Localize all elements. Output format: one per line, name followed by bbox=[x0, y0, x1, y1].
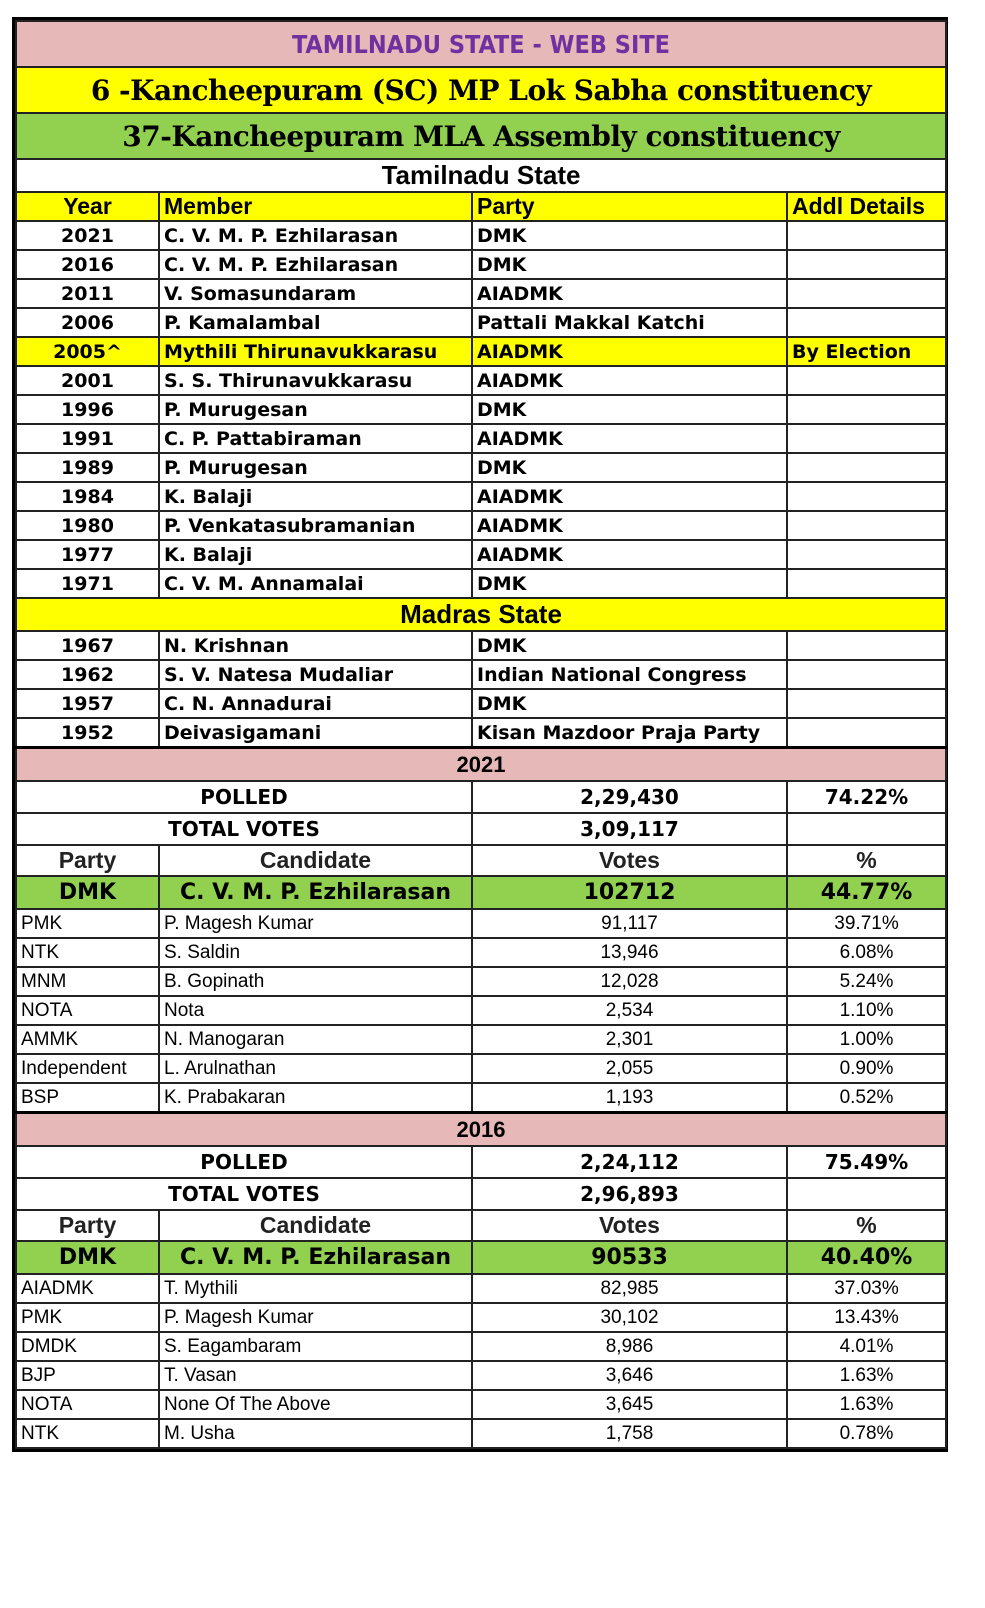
total-votes-row bbox=[16, 1178, 946, 1210]
member-row bbox=[16, 689, 946, 718]
member-details bbox=[787, 511, 946, 540]
candidate-percent: 13.43% bbox=[787, 1303, 946, 1332]
total-votes-value: 2,96,893 bbox=[472, 1178, 787, 1210]
member-name: P. Murugesan bbox=[159, 453, 472, 482]
candidate-name: K. Prabakaran bbox=[159, 1083, 472, 1113]
member-year: 2005^ bbox=[16, 337, 159, 366]
members-header-row bbox=[16, 192, 946, 221]
total-votes-label: TOTAL VOTES bbox=[16, 813, 472, 845]
candidate-name: L. Arulnathan bbox=[159, 1054, 472, 1083]
total-votes-row bbox=[16, 813, 946, 845]
candidate-votes: 82,985 bbox=[472, 1274, 787, 1303]
candidate-votes: 91,117 bbox=[472, 909, 787, 938]
member-name: C. V. M. P. Ezhilarasan bbox=[159, 250, 472, 279]
winner-party: DMK bbox=[16, 876, 159, 909]
candidate-votes: 30,102 bbox=[472, 1303, 787, 1332]
member-party: AIADMK bbox=[472, 482, 787, 511]
candidate-percent: 4.01% bbox=[787, 1332, 946, 1361]
member-details bbox=[787, 631, 946, 660]
member-year: 2011 bbox=[16, 279, 159, 308]
member-year: 1971 bbox=[16, 569, 159, 598]
member-row bbox=[16, 279, 946, 308]
member-year: 2001 bbox=[16, 366, 159, 395]
member-details bbox=[787, 366, 946, 395]
member-year: 1980 bbox=[16, 511, 159, 540]
candidate-party: BSP bbox=[16, 1083, 159, 1113]
member-party: DMK bbox=[472, 221, 787, 250]
candidate-party: DMDK bbox=[16, 1332, 159, 1361]
member-details bbox=[787, 569, 946, 598]
candidate-row bbox=[16, 909, 946, 938]
member-details: By Election bbox=[787, 337, 946, 366]
member-year: 1989 bbox=[16, 453, 159, 482]
winner-party: DMK bbox=[16, 1241, 159, 1274]
member-year: 1977 bbox=[16, 540, 159, 569]
member-name: P. Murugesan bbox=[159, 395, 472, 424]
total-votes-value: 3,09,117 bbox=[472, 813, 787, 845]
col-header-party: Party bbox=[16, 845, 159, 876]
member-name: N. Krishnan bbox=[159, 631, 472, 660]
assembly-title: 37-Kancheepuram MLA Assembly constituency bbox=[16, 113, 946, 159]
candidate-row bbox=[16, 1025, 946, 1054]
col-header-candidate: Candidate bbox=[159, 845, 472, 876]
result-header-row bbox=[16, 845, 946, 876]
candidate-percent: 1.63% bbox=[787, 1361, 946, 1390]
polled-value: 2,29,430 bbox=[472, 781, 787, 813]
candidate-row bbox=[16, 1054, 946, 1083]
candidate-name: None Of The Above bbox=[159, 1390, 472, 1419]
candidate-party: AMMK bbox=[16, 1025, 159, 1054]
member-party: DMK bbox=[472, 631, 787, 660]
candidate-name: T. Mythili bbox=[159, 1274, 472, 1303]
member-row bbox=[16, 540, 946, 569]
member-row bbox=[16, 631, 946, 660]
member-year: 1996 bbox=[16, 395, 159, 424]
member-party: DMK bbox=[472, 395, 787, 424]
member-details bbox=[787, 424, 946, 453]
member-year: 2006 bbox=[16, 308, 159, 337]
site-title: TAMILNADU STATE - WEB SITE bbox=[16, 21, 946, 67]
member-party: AIADMK bbox=[472, 337, 787, 366]
candidate-party: NTK bbox=[16, 1419, 159, 1448]
member-row bbox=[16, 308, 946, 337]
col-header-member: Member bbox=[159, 192, 472, 221]
member-party: AIADMK bbox=[472, 540, 787, 569]
member-row bbox=[16, 453, 946, 482]
winner-votes: 90533 bbox=[472, 1241, 787, 1274]
member-name: C. V. M. P. Ezhilarasan bbox=[159, 221, 472, 250]
member-name: S. V. Natesa Mudaliar bbox=[159, 660, 472, 689]
member-year: 1962 bbox=[16, 660, 159, 689]
candidate-percent: 0.90% bbox=[787, 1054, 946, 1083]
candidate-row bbox=[16, 1361, 946, 1390]
member-party: DMK bbox=[472, 569, 787, 598]
member-details bbox=[787, 279, 946, 308]
candidate-name: T. Vasan bbox=[159, 1361, 472, 1390]
winner-candidate: C. V. M. P. Ezhilarasan bbox=[159, 876, 472, 909]
member-party: AIADMK bbox=[472, 279, 787, 308]
candidate-percent: 1.10% bbox=[787, 996, 946, 1025]
member-row bbox=[16, 718, 946, 748]
member-details bbox=[787, 221, 946, 250]
candidate-name: B. Gopinath bbox=[159, 967, 472, 996]
member-party: DMK bbox=[472, 250, 787, 279]
candidate-row bbox=[16, 1274, 946, 1303]
assembly-row bbox=[16, 113, 946, 159]
result-year: 2016 bbox=[16, 1113, 946, 1147]
member-name: Mythili Thirunavukkarasu bbox=[159, 337, 472, 366]
candidate-name: S. Eagambaram bbox=[159, 1332, 472, 1361]
member-year: 1984 bbox=[16, 482, 159, 511]
candidate-votes: 1,758 bbox=[472, 1419, 787, 1448]
candidate-row bbox=[16, 996, 946, 1025]
candidate-votes: 3,645 bbox=[472, 1390, 787, 1419]
candidate-row bbox=[16, 1083, 946, 1113]
candidate-votes: 13,946 bbox=[472, 938, 787, 967]
candidate-party: NOTA bbox=[16, 1390, 159, 1419]
candidate-party: NTK bbox=[16, 938, 159, 967]
madras-state-row bbox=[16, 598, 946, 631]
candidate-party: NOTA bbox=[16, 996, 159, 1025]
member-details bbox=[787, 660, 946, 689]
polled-row bbox=[16, 781, 946, 813]
member-year: 2021 bbox=[16, 221, 159, 250]
member-details bbox=[787, 689, 946, 718]
candidate-votes: 1,193 bbox=[472, 1083, 787, 1113]
candidate-votes: 8,986 bbox=[472, 1332, 787, 1361]
member-details bbox=[787, 308, 946, 337]
candidate-party: MNM bbox=[16, 967, 159, 996]
candidate-row bbox=[16, 1332, 946, 1361]
member-year: 1952 bbox=[16, 718, 159, 748]
member-year: 2016 bbox=[16, 250, 159, 279]
lok-sabha-title: 6 -Kancheepuram (SC) MP Lok Sabha constituency bbox=[16, 67, 946, 113]
candidate-percent: 1.63% bbox=[787, 1390, 946, 1419]
polled-row bbox=[16, 1146, 946, 1178]
member-details bbox=[787, 540, 946, 569]
col-header-details: Addl Details bbox=[787, 192, 946, 221]
result-year: 2021 bbox=[16, 748, 946, 782]
winner-row bbox=[16, 1241, 946, 1274]
member-row bbox=[16, 337, 946, 366]
candidate-row bbox=[16, 967, 946, 996]
candidate-party: BJP bbox=[16, 1361, 159, 1390]
candidate-votes: 2,055 bbox=[472, 1054, 787, 1083]
winner-percent: 44.77% bbox=[787, 876, 946, 909]
result-year-row bbox=[16, 748, 946, 782]
member-details bbox=[787, 482, 946, 511]
member-row bbox=[16, 511, 946, 540]
member-row bbox=[16, 569, 946, 598]
candidate-party: AIADMK bbox=[16, 1274, 159, 1303]
candidate-percent: 5.24% bbox=[787, 967, 946, 996]
candidate-votes: 2,534 bbox=[472, 996, 787, 1025]
member-name: K. Balaji bbox=[159, 482, 472, 511]
candidate-percent: 1.00% bbox=[787, 1025, 946, 1054]
member-row bbox=[16, 424, 946, 453]
polled-percent: 75.49% bbox=[787, 1146, 946, 1178]
candidate-name: N. Manogaran bbox=[159, 1025, 472, 1054]
empty-cell bbox=[787, 813, 946, 845]
candidate-party: Independent bbox=[16, 1054, 159, 1083]
member-name: C. V. M. Annamalai bbox=[159, 569, 472, 598]
polled-label: POLLED bbox=[16, 1146, 472, 1178]
member-year: 1957 bbox=[16, 689, 159, 718]
member-name: P. Kamalambal bbox=[159, 308, 472, 337]
col-header-party: Party bbox=[16, 1210, 159, 1241]
member-row bbox=[16, 250, 946, 279]
candidate-row bbox=[16, 1419, 946, 1448]
total-votes-label: TOTAL VOTES bbox=[16, 1178, 472, 1210]
candidate-row bbox=[16, 1390, 946, 1419]
candidate-percent: 39.71% bbox=[787, 909, 946, 938]
member-party: Indian National Congress bbox=[472, 660, 787, 689]
constituency-table bbox=[15, 20, 947, 1449]
candidate-percent: 0.52% bbox=[787, 1083, 946, 1113]
candidate-votes: 12,028 bbox=[472, 967, 787, 996]
member-row bbox=[16, 660, 946, 689]
member-name: P. Venkatasubramanian bbox=[159, 511, 472, 540]
member-row bbox=[16, 221, 946, 250]
candidate-party: PMK bbox=[16, 909, 159, 938]
empty-cell bbox=[787, 1178, 946, 1210]
member-details bbox=[787, 718, 946, 748]
member-details bbox=[787, 453, 946, 482]
result-header-row bbox=[16, 1210, 946, 1241]
madras-state-label: Madras State bbox=[16, 598, 946, 631]
member-year: 1967 bbox=[16, 631, 159, 660]
candidate-percent: 6.08% bbox=[787, 938, 946, 967]
member-party: DMK bbox=[472, 689, 787, 718]
polled-percent: 74.22% bbox=[787, 781, 946, 813]
col-header-votes: Votes bbox=[472, 845, 787, 876]
member-party: DMK bbox=[472, 453, 787, 482]
member-row bbox=[16, 482, 946, 511]
col-header-percent: % bbox=[787, 845, 946, 876]
member-party: AIADMK bbox=[472, 366, 787, 395]
member-name: Deivasigamani bbox=[159, 718, 472, 748]
candidate-percent: 37.03% bbox=[787, 1274, 946, 1303]
candidate-percent: 0.78% bbox=[787, 1419, 946, 1448]
member-name: K. Balaji bbox=[159, 540, 472, 569]
candidate-name: M. Usha bbox=[159, 1419, 472, 1448]
candidate-name: Nota bbox=[159, 996, 472, 1025]
member-name: C. P. Pattabiraman bbox=[159, 424, 472, 453]
winner-row bbox=[16, 876, 946, 909]
state-label: Tamilnadu State bbox=[16, 159, 946, 192]
winner-votes: 102712 bbox=[472, 876, 787, 909]
member-row bbox=[16, 366, 946, 395]
candidate-party: PMK bbox=[16, 1303, 159, 1332]
candidate-row bbox=[16, 1303, 946, 1332]
candidate-name: P. Magesh Kumar bbox=[159, 1303, 472, 1332]
candidate-row bbox=[16, 938, 946, 967]
state-label-row bbox=[16, 159, 946, 192]
candidate-votes: 2,301 bbox=[472, 1025, 787, 1054]
member-name: V. Somasundaram bbox=[159, 279, 472, 308]
member-name: S. S. Thirunavukkarasu bbox=[159, 366, 472, 395]
polled-value: 2,24,112 bbox=[472, 1146, 787, 1178]
site-title-row bbox=[16, 21, 946, 67]
candidate-votes: 3,646 bbox=[472, 1361, 787, 1390]
winner-candidate: C. V. M. P. Ezhilarasan bbox=[159, 1241, 472, 1274]
member-party: AIADMK bbox=[472, 424, 787, 453]
member-party: Pattali Makkal Katchi bbox=[472, 308, 787, 337]
member-name: C. N. Annadurai bbox=[159, 689, 472, 718]
col-header-percent: % bbox=[787, 1210, 946, 1241]
winner-percent: 40.40% bbox=[787, 1241, 946, 1274]
member-row bbox=[16, 395, 946, 424]
col-header-candidate: Candidate bbox=[159, 1210, 472, 1241]
lok-sabha-row bbox=[16, 67, 946, 113]
member-party: AIADMK bbox=[472, 511, 787, 540]
candidate-name: P. Magesh Kumar bbox=[159, 909, 472, 938]
constituency-sheet bbox=[12, 17, 948, 1452]
col-header-votes: Votes bbox=[472, 1210, 787, 1241]
col-header-year: Year bbox=[16, 192, 159, 221]
result-year-row bbox=[16, 1113, 946, 1147]
col-header-party: Party bbox=[472, 192, 787, 221]
member-party: Kisan Mazdoor Praja Party bbox=[472, 718, 787, 748]
member-details bbox=[787, 395, 946, 424]
member-year: 1991 bbox=[16, 424, 159, 453]
candidate-name: S. Saldin bbox=[159, 938, 472, 967]
polled-label: POLLED bbox=[16, 781, 472, 813]
member-details bbox=[787, 250, 946, 279]
